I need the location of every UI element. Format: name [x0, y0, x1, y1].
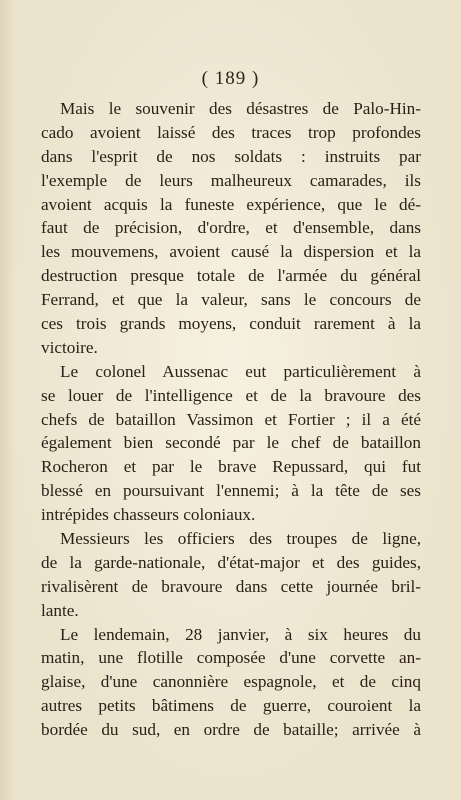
text-line: Le colonel Aussenac eut particulièrement à: [60, 361, 421, 381]
text-line: dans l'esprit de nos soldats : instruits par: [41, 146, 421, 166]
text-line: rivalisèrent de bravoure dans cette journée bril-: [41, 576, 421, 596]
text-line: avoient acquis la funeste expérience, que le dé-: [41, 194, 421, 214]
text-line: chefs de bataillon Vassimon et Fortier ; il a été: [41, 409, 421, 429]
text-line: matin, une flotille composée d'une corvette an-: [41, 648, 421, 668]
text-line: glaise, d'une canonnière espagnole, et de cinq: [41, 672, 421, 692]
text-line: Rocheron et par le brave Repussard, qui fut: [41, 457, 421, 477]
text-line: blessé en poursuivant l'ennemi; à la tête de ses: [41, 481, 421, 501]
text-line: se louer de l'intelligence et de la bravoure des: [41, 385, 421, 405]
text-line: lante.: [41, 600, 79, 620]
text-line: cado avoient laissé des traces trop profondes: [41, 122, 421, 142]
text-line: faut de précision, d'ordre, et d'ensemble, dans: [41, 218, 421, 238]
text-line: Mais le souvenir des désastres de Palo-Hin-: [60, 99, 421, 118]
text-line: les mouvemens, avoient causé la dispersion et la: [41, 242, 421, 262]
text-line: Le lendemain, 28 janvier, à six heures du: [60, 624, 421, 644]
page-number: ( 189 ): [201, 68, 260, 89]
text-line: également bien secondé par le chef de bataillon: [41, 433, 421, 453]
body-text: [41, 97, 421, 742]
text-line: autres petits bâtimens de guerre, couroient la: [41, 696, 421, 716]
text-line: victoire.: [41, 337, 98, 357]
text-line: l'exemple de leurs malheureux camarades, ils: [41, 170, 421, 190]
text-line: destruction presque totale de l'armée du général: [41, 266, 421, 286]
text-line: Ferrand, et que la valeur, sans le concours de: [41, 290, 421, 310]
text-line: ces trois grands moyens, conduit rarement à la: [41, 314, 421, 334]
text-line: bordée du sud, en ordre de bataille; arrivée à: [41, 720, 421, 740]
text-line: de la garde-nationale, d'état-major et des guides,: [41, 552, 421, 572]
text-line: intrépides chasseurs coloniaux.: [41, 505, 256, 525]
text-line: Messieurs les officiers des troupes de ligne,: [60, 529, 421, 549]
